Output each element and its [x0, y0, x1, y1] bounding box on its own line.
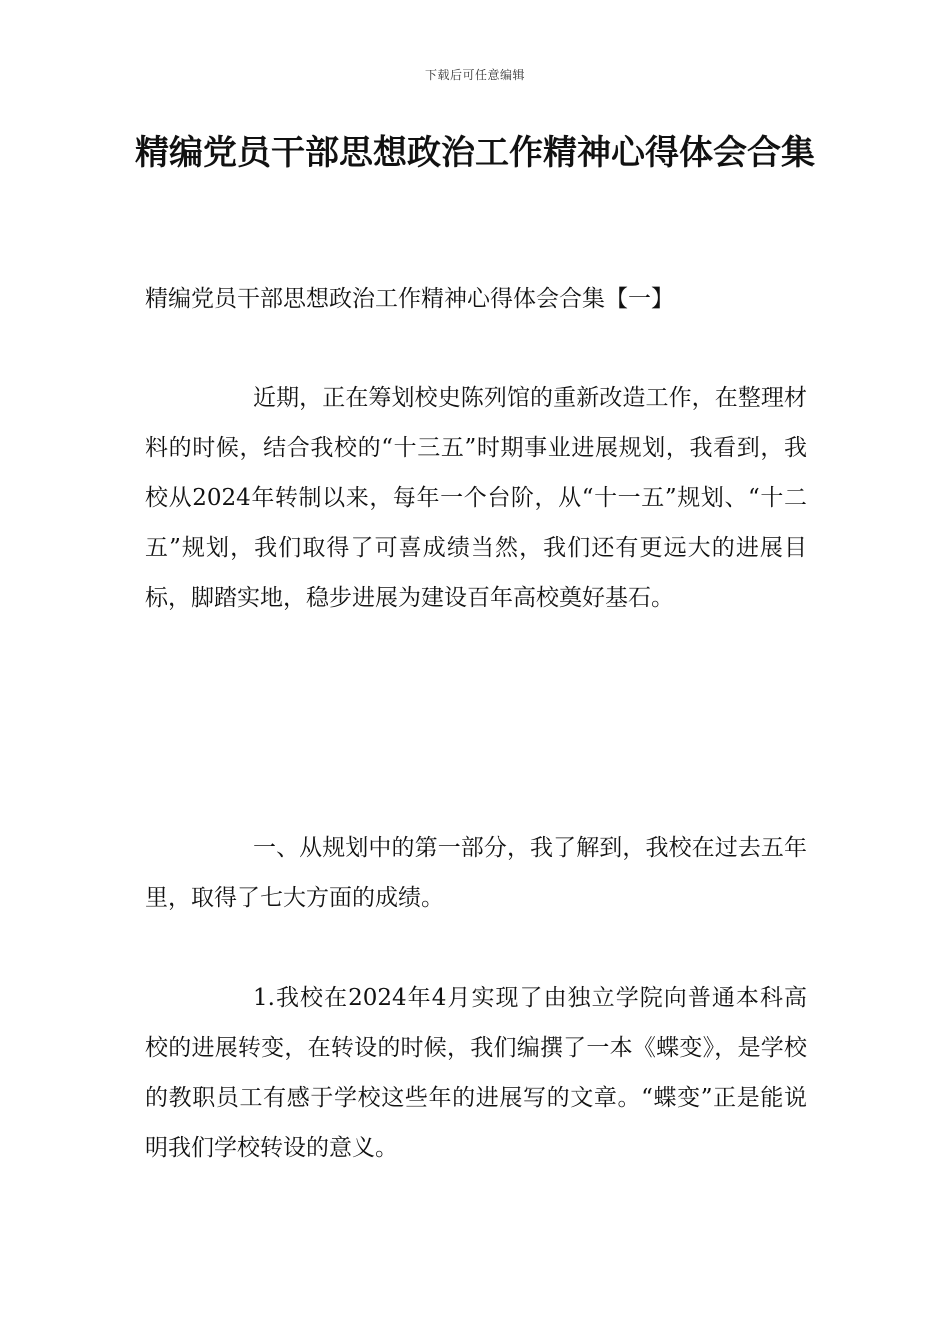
body-paragraph-3: 1.我校在2024年4月实现了由独立学院向普通本科高校的进展转变，在转设的时候，我们编撰了一本《蝶变》，是学校的教职员工有感于学校这些年的进展写的文章。“蝶变”正是能说明我们学校转设的意义。: [145, 985, 807, 1161]
body-paragraph-2: 一、从规划中的第一部分，我了解到，我校在过去五年里，取得了七大方面的成绩。: [145, 835, 807, 911]
document-title: 精编党员干部思想政治工作精神心得体会合集: [135, 133, 815, 173]
header-note: 下载后可任意编辑: [424, 68, 525, 82]
body-paragraph-1: 近期，正在筹划校史陈列馆的重新改造工作，在整理材料的时候，结合我校的“十三五”时期事业进展规划，我看到，我校从2024年转制以来，每年一个台阶，从“十一五”规划、“十二五”规划，我们取得了可喜成绩当然，我们还有更远大的进展目标，脚踏实地，稳步进展为建设百年高校奠好基石。: [145, 385, 807, 611]
section-heading: 精编党员干部思想政治工作精神心得体会合集【一】: [145, 286, 674, 312]
